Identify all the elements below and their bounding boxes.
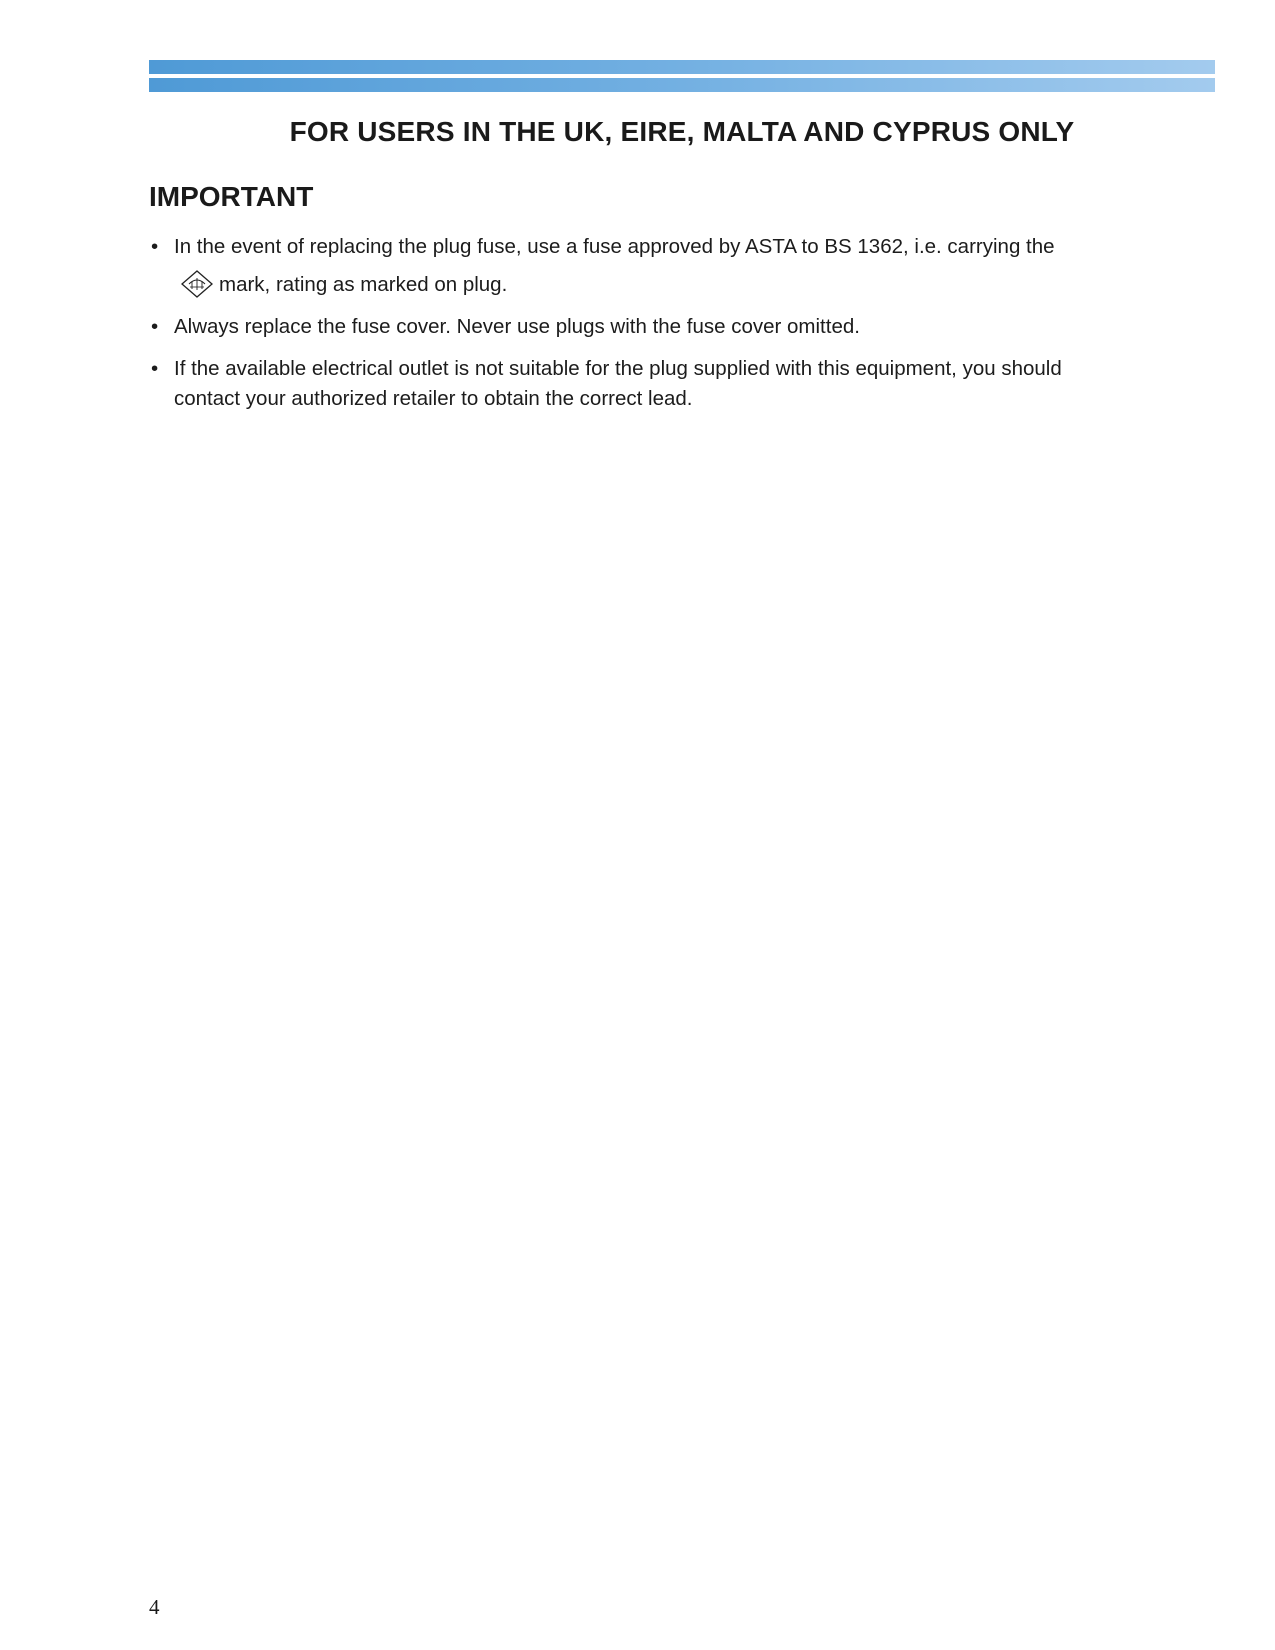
list-item-text: If the available electrical outlet is not suitable for the plug supplied with this equipment, you should contact your authorized retailer to obtain the correct lead. (174, 357, 1062, 410)
bullet-dot: • (151, 315, 159, 338)
list-item-text: Always replace the fuse cover. Never use plugs with the fuse cover omitted. (174, 315, 860, 338)
section-heading: IMPORTANT (149, 181, 314, 212)
list-item (149, 232, 1129, 300)
asta-mark-icon (180, 270, 214, 298)
page-title: FOR USERS IN THE UK, EIRE, MALTA AND CYPRUS ONLY (289, 116, 1075, 147)
list-item-text: mark, rating as marked on plug. (219, 273, 508, 296)
list-item (149, 312, 1129, 342)
bullet-list (149, 232, 1129, 426)
list-item-second-line (174, 270, 1129, 300)
list-item (149, 354, 1129, 414)
header-bar-bottom (149, 78, 1215, 92)
list-item-text: In the event of replacing the plug fuse, use a fuse approved by ASTA to BS 1362, i.e. carrying the (174, 235, 1055, 258)
bullet-dot: • (151, 357, 159, 380)
bullet-dot: • (151, 235, 159, 258)
header-bar-top (149, 60, 1215, 74)
page-number: 4 (149, 1595, 160, 1619)
